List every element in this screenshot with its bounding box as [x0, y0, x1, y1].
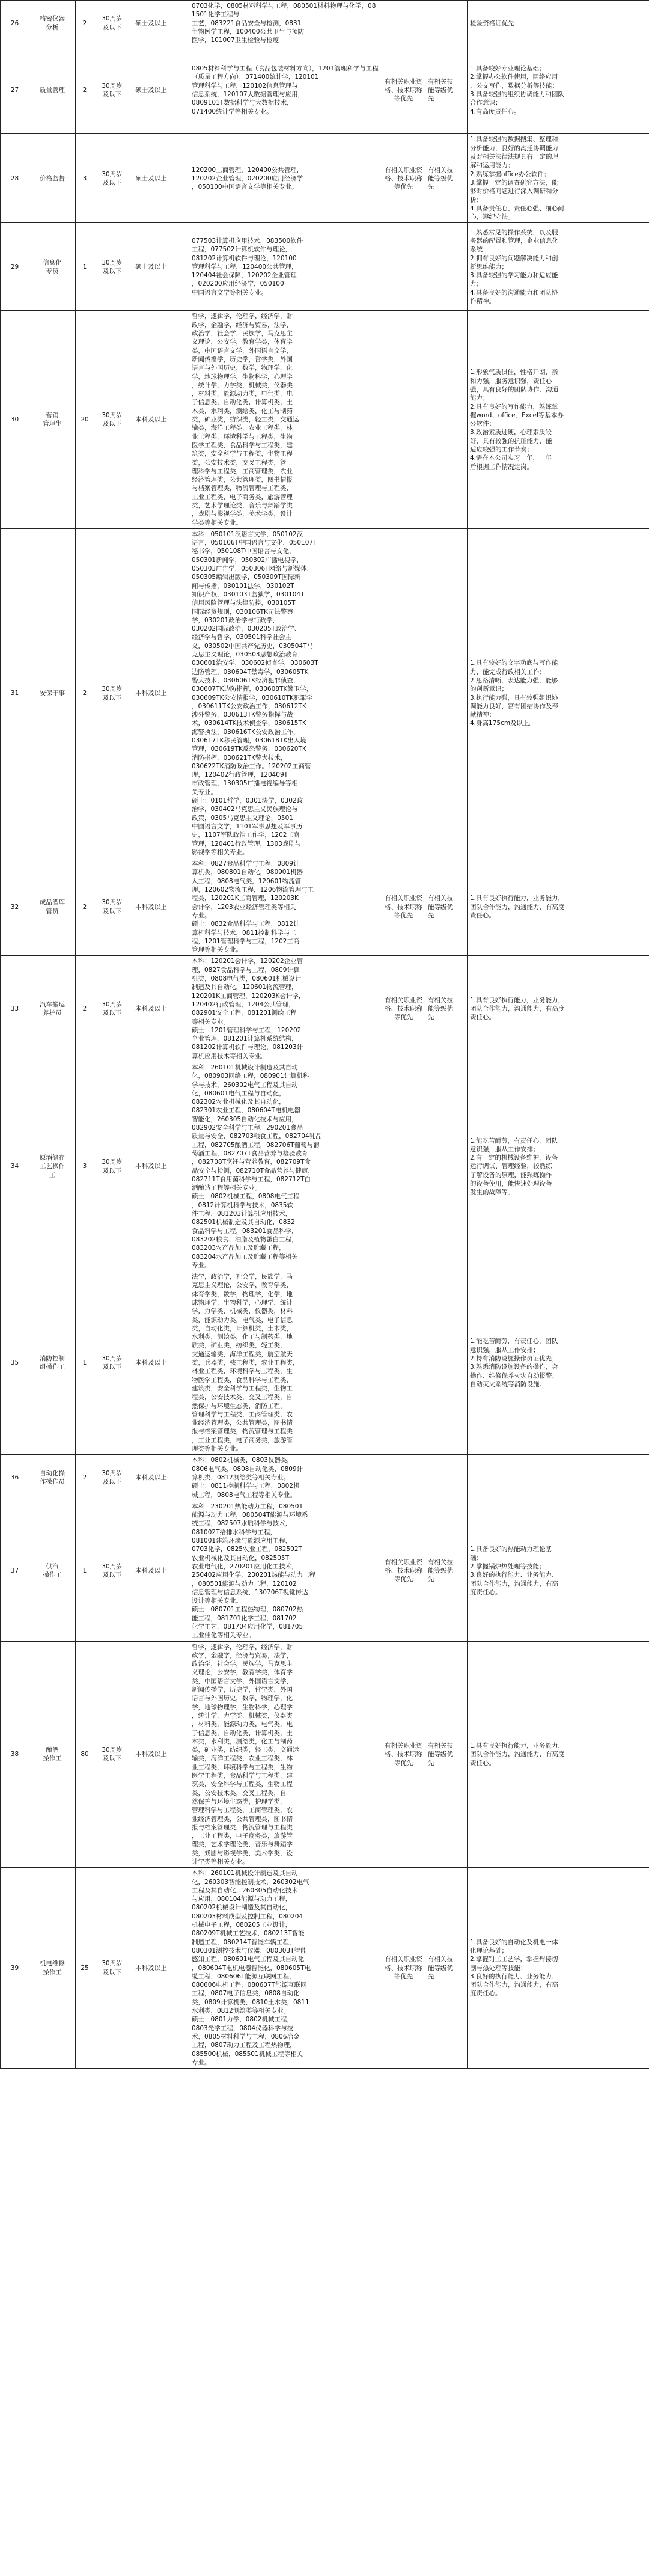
- job-requirements-cell: [468, 1271, 649, 1455]
- job-requirements: 1.熟悉常见的操作系统，以及服 务器的配置和管理，企业信息化 系统； 2.拥有良好的问题解决能力和创 新思维能力； 3.具备较强的学习能力和适应能 力； 4.具备良好的沟通能力和团队协 作精神。: [470, 228, 558, 305]
- headcount: 2: [82, 690, 87, 697]
- education-requirement: 本科及以上: [135, 416, 167, 424]
- major-requirement-cell: [189, 528, 382, 858]
- job-requirements: 检验资格证优先: [470, 19, 514, 27]
- education-requirement-cell: [130, 1868, 172, 2069]
- major-requirement: 0805材料科学与工程（食品包装材料方向），1201管理科学与工程（质量工程方向），071400统计学，120101 管理科学与工程，120102信息管理与 信息系统，120107大数据管理与应用， 0809101T数据科学与大数据技术， 071400统计学等相关专业。: [192, 65, 379, 115]
- school-requirement-cell: [172, 311, 189, 528]
- education-requirement: 本科及以上: [135, 1473, 167, 1481]
- school-requirement-cell: [172, 1501, 189, 1641]
- row-number: 28: [10, 174, 19, 182]
- headcount: 20: [81, 416, 89, 424]
- age-requirement: 30周岁 及以下: [102, 170, 123, 186]
- row-number: 31: [10, 690, 19, 697]
- education-requirement-cell: [130, 134, 172, 223]
- row-number: 26: [10, 19, 19, 27]
- skill-priority-cell: [425, 311, 468, 528]
- qualification-priority-cell: [382, 1271, 425, 1455]
- row-number: 38: [10, 1751, 19, 1758]
- major-requirement-cell: [189, 46, 382, 134]
- row-number-cell: [1, 1501, 29, 1641]
- education-requirement: 硕士及以上: [135, 263, 167, 271]
- position-name-cell: [29, 1501, 76, 1641]
- row-number: 37: [10, 1567, 19, 1575]
- headcount-cell: [76, 311, 94, 528]
- row-number-cell: [1, 1, 29, 46]
- school-requirement-cell: [172, 858, 189, 956]
- skill-priority-cell: [425, 223, 468, 311]
- qualification-priority-cell: [382, 1868, 425, 2069]
- position-name: 价格监督: [40, 174, 65, 182]
- education-requirement: 硕士及以上: [135, 19, 167, 27]
- job-requirements-cell: [468, 956, 649, 1062]
- skill-priority-cell: [425, 528, 468, 858]
- age-requirement-cell: [94, 1868, 130, 2069]
- major-requirement-cell: [189, 1455, 382, 1501]
- major-requirement-cell: [189, 858, 382, 956]
- qualification-priority: 有相关职业资格、技术职称等优先: [385, 1558, 422, 1583]
- age-requirement-cell: [94, 1062, 130, 1271]
- education-requirement-cell: [130, 528, 172, 858]
- age-requirement-cell: [94, 956, 130, 1062]
- job-requirements: 1.具有良好执行能力，业务能力， 团队合作能力，沟通能力，有高度 责任心。: [470, 1742, 565, 1767]
- age-requirement-cell: [94, 223, 130, 311]
- education-requirement-cell: [130, 858, 172, 956]
- position-name: 酿酒 操作工: [43, 1746, 62, 1763]
- school-requirement-cell: [172, 1641, 189, 1868]
- skill-priority-cell: [425, 1501, 468, 1641]
- headcount: 25: [81, 1964, 89, 1972]
- row-number-cell: [1, 1062, 29, 1271]
- major-requirement: 本科：120201会计学，120202企业管 理，0827食品科学与工程，0809计算 机类，0808电气类，080601机械设计 制造及其自动化，120601物流管理， 120201K工商管理，120203K会计学， 120402行政管理，1204公共管理， 082901安全工程，081201测绘工程 等相关专业。 硕士：1201管理科学与工程，120202 企业管理，081201计算机系统结构， 081202计算机软件与理论，081203计 算机应用技术等相关专业。: [192, 958, 305, 1060]
- job-requirements-cell: [468, 1455, 649, 1501]
- major-requirement: 哲学，逻辑学，伦理学，经济学，财 政学，金融学，经济与贸易，法学， 政治学，社会学，民族学，马克思主 义理论，公安学，教育学类，体育学 类，中国语言文学，外国语言文学， 新闻传播学，历史学，哲学类，外国 语言与外国历史，数学，物理学，化 学，地球物理学，生物科学，心理学 ，统计学，力学类，机械类，仪器类 ，材料类，能源动力类，电气类，电 子信息类，自动化类，计算机类，土 木类，水利类，测绘类，化工与制药 类，矿业类，纺织类，轻工类，交通运 输类，海洋工程类，农业工程类，林 业工程类，环境科学与工程类，生物 医学工程类，食品科学与工程类，建 筑类，安全科学与工程类，生物工程 类，公安技术类，交叉工程类，管 理科学与工程类，工商管理类，农业 经济管理类，公共管理类，图书情报 与档案管理类，物流管理与工程类， 工业工程类，电子商务类，旅游管理 类，艺术学理论类，音乐与舞蹈学类 ，戏剧与影视学类，美术学类，设计 学类等相关专业。: [192, 313, 299, 527]
- row-number-cell: [1, 956, 29, 1062]
- headcount: 80: [81, 1751, 89, 1758]
- position-name-cell: [29, 1455, 76, 1501]
- headcount: 3: [82, 1163, 87, 1170]
- qualification-priority-cell: [382, 858, 425, 956]
- age-requirement: 30周岁 及以下: [102, 1746, 123, 1763]
- headcount: 2: [82, 19, 87, 27]
- education-requirement-cell: [130, 1455, 172, 1501]
- headcount-cell: [76, 1271, 94, 1455]
- age-requirement: 30周岁 及以下: [102, 411, 123, 428]
- qualification-priority: 有相关职业资格、技术职称等优先: [385, 166, 422, 191]
- table-body: [1, 1, 649, 2069]
- skill-priority: 有相关技 能等级优 先: [428, 78, 453, 103]
- job-requirements: 1.能吃苦耐劳，有责任心，团队 意识强，服从工作安排； 2.持有消防设施操作员证优先； 3.熟悉消防设施设备的操作，会 操作、维修保养火灾自动报警、 自动灭火系统等消防设施。: [470, 1338, 558, 1388]
- headcount-cell: [76, 1501, 94, 1641]
- skill-priority: 有相关技 能等级优 先: [428, 166, 453, 191]
- qualification-priority-cell: [382, 311, 425, 528]
- education-requirement: 硕士及以上: [135, 174, 167, 182]
- education-requirement-cell: [130, 311, 172, 528]
- row-number-cell: [1, 223, 29, 311]
- qualification-priority-cell: [382, 1641, 425, 1868]
- school-requirement-cell: [172, 528, 189, 858]
- row-number-cell: [1, 311, 29, 528]
- age-requirement: 30周岁 及以下: [102, 1469, 123, 1486]
- skill-priority-cell: [425, 1, 468, 46]
- row-number: 34: [10, 1163, 19, 1170]
- major-requirement-cell: [189, 311, 382, 528]
- qualification-priority: 有相关职业资格、技术职称等优先: [385, 78, 422, 103]
- qualification-priority: 有相关职业资格、技术职称等优先: [385, 1956, 422, 1980]
- qualification-priority: 有相关职业资格、技术职称等优先: [385, 895, 422, 919]
- headcount: 2: [82, 903, 87, 911]
- skill-priority: 有相关技 能等级优 先: [428, 1558, 453, 1583]
- skill-priority-cell: [425, 1271, 468, 1455]
- position-name: 成品酒库 管员: [40, 899, 65, 915]
- table-row: [1, 1455, 649, 1501]
- job-requirements: 1.具有较好的文字功底与写作能 力，能完成行政相关工作； 2.思路清晰，表达能力强，能够 的创新意识； 3.执行能力强，具有较强组织协 调能力良好，富有团结协作及奉 献精神； 4.身高175cm及以上。: [470, 659, 558, 727]
- headcount-cell: [76, 1641, 94, 1868]
- headcount-cell: [76, 223, 94, 311]
- headcount-cell: [76, 1, 94, 46]
- row-number: 29: [10, 263, 19, 271]
- age-requirement-cell: [94, 858, 130, 956]
- row-number-cell: [1, 858, 29, 956]
- age-requirement: 30周岁 及以下: [102, 685, 123, 702]
- job-requirements: 1.具有良好执行能力，业务能力， 团队合作能力，沟通能力，有高度 责任心。: [470, 996, 565, 1021]
- headcount: 3: [82, 174, 87, 182]
- headcount-cell: [76, 528, 94, 858]
- major-requirement-cell: [189, 1, 382, 46]
- school-requirement-cell: [172, 1, 189, 46]
- headcount: 2: [82, 1473, 87, 1481]
- major-requirement-cell: [189, 134, 382, 223]
- position-name-cell: [29, 1062, 76, 1271]
- job-requirements: 1.具有良好执行能力，业务能力， 团队合作能力，沟通能力，有高度 责任心。: [470, 895, 565, 919]
- major-requirement-cell: [189, 223, 382, 311]
- qualification-priority-cell: [382, 46, 425, 134]
- major-requirement: 本科：050101汉语言文学，050102汉 语言，050106T中国语言与文化，050107T 秘书学，050108T中国语言与文化， 050301新闻学，050302广播电视学， 050303广告学，050306T网络与新媒体， 050305编辑出版学，050309T国际新 闻与传播，030101法学，030102T 知识产权，030103T监狱学，030104T 信用风险管理与法律防控，030105T 国际经贸规则，030106TK司法警察 学，030201政治学与行政学， 030202国际政治，030205T政治学、 经济学与哲学，030501科学社会主 义，030502中国共产党历史，030504T马 克思主义理论，030503思想政治教育， 030601治安学，030602侦查学，030603T 边防管理，030604T禁毒学，030605TK 警犬技术，030606TK经济犯罪侦查， 030607TK边防指挥，030608TK警卫学， 030609TK公安情报学，030610TK犯罪学 ，030611TK公安政治工作，030612TK 涉外警务，030613TK警务指挥与战 术，030614TK技术侦查学，030615TK 海警执法，030616TK公安政治工作， 030617TK移民管理，030618TK出入境 管理，030619TK反恐警务，030620TK 消防指挥，030621TK警犬技术， 030622TK消防政治工作。120202工商管 理，120402行政管理，120409T 市政管理，130305广播电视编导等相 关专业。 硕士：0101哲学，0301法学，0302政 治学，030402马克思主义民族理论与 政策，0305马克思主义理论，0501 中国语言文学，1101军事思想及军事历 史，1107军队政治工作学，1202工商 管理，120401行政管理，1303戏剧与 影视学等相关专业。: [192, 530, 318, 856]
- education-requirement-cell: [130, 1, 172, 46]
- headcount-cell: [76, 956, 94, 1062]
- table-row: [1, 46, 649, 134]
- position-name: 自动化操 作操作员: [40, 1469, 65, 1486]
- age-requirement-cell: [94, 1, 130, 46]
- major-requirement-cell: [189, 1062, 382, 1271]
- row-number: 36: [10, 1473, 19, 1481]
- education-requirement-cell: [130, 46, 172, 134]
- major-requirement: 077503计算机应用技术，083500软件 工程，077502计算机软件与理论， 081202计算机软件与理论，120100 管理科学与工程，120400公共管理， 120404社会保障，120202企业管理 ，020200应用经济学，050100 中国语言文学等相关专业。: [192, 237, 303, 296]
- major-requirement-cell: [189, 1641, 382, 1868]
- age-requirement: 30周岁 及以下: [102, 1960, 123, 1976]
- age-requirement: 30周岁 及以下: [102, 1562, 123, 1579]
- table-row: [1, 858, 649, 956]
- education-requirement-cell: [130, 1271, 172, 1455]
- qualification-priority-cell: [382, 1062, 425, 1271]
- major-requirement: 本科：0802机械类，0803仪器类， 0806电气类，0808自动化类，0809计 算机类，0812测绘类等相关专业。 硕士：0811控制科学与工程，0802机 械工程，0808电气工程等相关专业。: [192, 1457, 303, 1499]
- table-row: [1, 1641, 649, 1868]
- major-requirement: 法学，政治学，社会学，民族学，马 克思主义理论，公安学，教育学类， 体育学类，数学，物理学，化学，地 球物理学，生物科学，心理学，统计 学，力学类，机械类，仪器类，材料 类，能源动力类，电气类，电子信息 类，自动化类，计算机类，土木类， 水利类，测绘类，化工与制药类，地 质类，矿业类，纺织类，轻工类， 交通运输类，海洋工程类，航空航天 类，兵器类，核工程类，农业工程类， 林业工程类，环境科学与工程类，生 物医学工程类，食品科学与工程类， 建筑类，安全科学与工程类，生物工 程类，公安技术类，交叉工程类，自 然保护与环境生态类，消防工程， 管理科学与工程类，工商管理类，农 业经济管理类，公共管理类，图书情 报与档案管理类，物流管理与工程类 ，工业工程类，电子商务类，旅游管 理类等相关专业。: [192, 1273, 299, 1453]
- major-requirement-cell: [189, 1271, 382, 1455]
- skill-priority: 有相关技 能等级优 先: [428, 996, 453, 1021]
- age-requirement-cell: [94, 1271, 130, 1455]
- education-requirement-cell: [130, 956, 172, 1062]
- age-requirement-cell: [94, 1501, 130, 1641]
- row-number-cell: [1, 1455, 29, 1501]
- position-name: 供汽 操作工: [43, 1562, 62, 1579]
- major-requirement: 120200工商管理，120400公共管理， 120202企业管理，020200应用经济学 ，050100中国语言文学等相关专业。: [192, 166, 303, 191]
- age-requirement: 30周岁 及以下: [102, 1000, 123, 1017]
- table-row: [1, 134, 649, 223]
- position-name: 机电维修 操作工: [40, 1960, 65, 1976]
- age-requirement: 30周岁 及以下: [102, 1354, 123, 1371]
- table-row: [1, 1271, 649, 1455]
- age-requirement: 30周岁 及以下: [102, 15, 123, 31]
- row-number-cell: [1, 1641, 29, 1868]
- headcount-cell: [76, 46, 94, 134]
- position-name: 消防控制 组操作工: [40, 1354, 65, 1371]
- education-requirement: 本科及以上: [135, 1163, 167, 1170]
- qualification-priority-cell: [382, 223, 425, 311]
- row-number: 32: [10, 903, 19, 911]
- position-name-cell: [29, 311, 76, 528]
- position-name: 精密仪器 分析: [40, 15, 65, 31]
- education-requirement: 本科及以上: [135, 1005, 167, 1013]
- job-requirements: 1.具备良好的自动化及机电一体 化理论基础； 2.掌握钳工工艺学，掌握焊接切 割与热处理等技能； 3.良好的执行能力、业务能力、 团队合作能力，沟通能力，有高 度责任心。: [470, 1938, 558, 1998]
- qualification-priority-cell: [382, 1455, 425, 1501]
- headcount-cell: [76, 1062, 94, 1271]
- job-requirements-cell: [468, 1501, 649, 1641]
- skill-priority: 有相关技 能等级优 先: [428, 895, 453, 919]
- job-requirements-cell: [468, 528, 649, 858]
- education-requirement: 本科及以上: [135, 1359, 167, 1367]
- table-row: [1, 1, 649, 46]
- position-name-cell: [29, 858, 76, 956]
- table-row: [1, 528, 649, 858]
- school-requirement-cell: [172, 46, 189, 134]
- position-name-cell: [29, 1271, 76, 1455]
- education-requirement-cell: [130, 1641, 172, 1868]
- education-requirement-cell: [130, 1501, 172, 1641]
- headcount-cell: [76, 1868, 94, 2069]
- major-requirement-cell: [189, 956, 382, 1062]
- education-requirement: 本科及以上: [135, 903, 167, 911]
- table-row: [1, 1868, 649, 2069]
- school-requirement-cell: [172, 1271, 189, 1455]
- major-requirement-cell: [189, 1868, 382, 2069]
- job-requirements-cell: [468, 1062, 649, 1271]
- education-requirement: 硕士及以上: [135, 86, 167, 94]
- education-requirement: 本科及以上: [135, 1964, 167, 1972]
- headcount: 1: [82, 1359, 87, 1367]
- education-requirement: 本科及以上: [135, 690, 167, 697]
- skill-priority-cell: [425, 134, 468, 223]
- job-requirements-cell: [468, 1868, 649, 2069]
- table-row: [1, 956, 649, 1062]
- qualification-priority-cell: [382, 956, 425, 1062]
- position-name-cell: [29, 223, 76, 311]
- major-requirement: 哲学，逻辑学，伦理学，经济学，财 政学，金融学，经济与贸易，法学， 政治学，社会学，民族学，马克思主 义理论，公安学，教育学类，体育学 类，中国语言文学，外国语言文学， 新闻传播学，历史学，哲学类，外国 语言与外国历史，数学，物理学，化 学，地球物理学，生物科学，心理学 ，统计学，力学类，机械类，仪器类 ，材料类，能源动力类，电气类，电 子信息类，自动化类，计算机类，土 木类，水利类，测绘类，化工与制药 类，矿业类，纺织类，轻工类，交通运 输类，海洋工程类，农业工程类，林 业工程类，环境科学与工程类，生物 医学工程类，食品科学与工程类，建 筑类，安全科学与工程类，生物工程 类，公安技术类，交叉工程类，自 然保护与环境生态类，护理学类， 管理科学与工程类，工商管理类，农 业经济管理类，公共管理类，图书情 报与档案管理类，物流管理与工程类 ，工业工程类，电子商务类，旅游管 理类，艺术学理论类，音乐与舞蹈学 类，戏剧与影视学类，美术学类，设 计学类等相关专业。: [192, 1643, 299, 1865]
- row-number-cell: [1, 46, 29, 134]
- age-requirement: 30周岁 及以下: [102, 1158, 123, 1175]
- row-number-cell: [1, 1868, 29, 2069]
- headcount: 1: [82, 1567, 87, 1575]
- headcount: 2: [82, 1005, 87, 1013]
- qualification-priority-cell: [382, 134, 425, 223]
- position-name: 安保干事: [40, 690, 65, 697]
- school-requirement-cell: [172, 1062, 189, 1271]
- table-row: [1, 1501, 649, 1641]
- position-name-cell: [29, 956, 76, 1062]
- skill-priority-cell: [425, 858, 468, 956]
- position-name-cell: [29, 1, 76, 46]
- row-number: 27: [10, 86, 19, 94]
- major-requirement: 本科：260101机械设计制造及其自动 化，080903网络工程，080901计算机科 学与技术，260302电气工程及其自动 化，080601电气工程与自动化， 082302农业机械化及其自动化， 082301农业工程，080604T电机电器 智能化，260305自动化技术与应用， 082902安全科学与工程，290201食品 质量与安全，082703粮食工程，082704乳品 工程，082705酿酒工程，082706T葡萄与葡 萄酒工程，082707T食品营养与检验教育 ，082708T烹饪与营养教育，082709T食 品安全与检测，082710T食品营养与健康， 082711T食用菌科学与工程，082712T白 酒酿造工程等相关专业。 硕士：0802机械工程，0808电气工程 ，0812计算机科学与技术，0835软 件工程，081203计算机应用技术， 082501机械制造及其自动化，0832 食品科学与工程，083201食品科学， 083202粮食、油脂及植物蛋白工程， 083203农产品加工及贮藏工程， 083204水产品加工及贮藏工程等相关 专业。: [192, 1063, 322, 1269]
- position-name: 质量管理: [40, 86, 65, 94]
- headcount: 1: [82, 263, 87, 271]
- headcount-cell: [76, 858, 94, 956]
- education-requirement: 本科及以上: [135, 1567, 167, 1575]
- major-requirement: 0703化学，0805材料科学与工程，080501材料物理与化学，081501化学工程与 工艺，083221食品安全与检测，0831 生物医学工程，100400公共卫生与预防 医学，101007卫生检验与检疫: [192, 2, 376, 44]
- job-requirements-cell: [468, 858, 649, 956]
- table-row: [1, 311, 649, 528]
- table-row: [1, 223, 649, 311]
- skill-priority-cell: [425, 956, 468, 1062]
- age-requirement-cell: [94, 134, 130, 223]
- position-name-cell: [29, 1641, 76, 1868]
- skill-priority-cell: [425, 1641, 468, 1868]
- job-requirements: 1.具备良好的热能动力理论基 础； 2.掌握锅炉热处理等技能； 3.良好的执行能力、业务能力、 团队合作能力，沟通能力，有高 度责任心。: [470, 1546, 558, 1596]
- position-name: 原酒储存 工艺操作 工: [40, 1154, 65, 1179]
- education-requirement-cell: [130, 1062, 172, 1271]
- major-requirement: 本科：260101机械设计制造及其自动 化，260303智能控制技术，260302电气 工程及其自动化，260305自动化技术 与应用，080104能源与动力工程， 080202机械设计制造及其自动化， 080203材料成型及控制工程，080204 机械电子工程，080205工业设计， 080209T机械工艺技术，080213T智能 制造工程，080214T智能车辆工程， 080301测控技术与仪器，080303T智能 感知工程，080601电气工程及其自动化 ，080604T电机电器智能化，080605T电 缆工程，080606T能源互联网工程， 080606电机工程，080607T能源互联网 工程，0807电子信息类，0808自动化 类，0809计算机类，0810土木类，0811 水利类，0812测绘类等相关专业。 硕士：0801力学，0802机械工程， 0803光学工程，0804仪器科学与技 术，0805材料科学与工程，0806冶金 工程，0807动力工程及工程热物理， 085500机械，085501机械工程等相关 专业。: [192, 1870, 311, 2066]
- school-requirement-cell: [172, 223, 189, 311]
- major-requirement: 本科：230201热能动力工程，080501 能源与动力工程，080504T能源与环境系 统工程，082507水质科学与技术， 081002T给排水科学与工程， 081001建筑环境与能源应用工程， 0703化学，0825农业工程，082502T 农业机械化及其自动化，082505T 农业电气化，270201应用化工技术， 250402应用化学，230201热能与动力工程 ，080501能源与动力工程，120102 信息管理与信息系统，130706T视觉传达 设计等相关专业。 硕士：080701工程热物理，080702热 能工程，081701化学工程，081702 化学工艺，081704应用化学，081705 工业催化等相关专业。: [192, 1502, 316, 1639]
- age-requirement: 30周岁 及以下: [102, 899, 123, 915]
- position-name-cell: [29, 528, 76, 858]
- education-requirement-cell: [130, 223, 172, 311]
- row-number: 33: [10, 1005, 19, 1013]
- position-name-cell: [29, 1868, 76, 2069]
- school-requirement-cell: [172, 956, 189, 1062]
- position-name-cell: [29, 46, 76, 134]
- job-requirements-cell: [468, 1, 649, 46]
- position-name: 营销 管理生: [43, 411, 62, 428]
- skill-priority-cell: [425, 1062, 468, 1271]
- job-requirements-cell: [468, 46, 649, 134]
- age-requirement-cell: [94, 1455, 130, 1501]
- school-requirement-cell: [172, 1455, 189, 1501]
- headcount-cell: [76, 1455, 94, 1501]
- age-requirement: 30周岁 及以下: [102, 82, 123, 98]
- qualification-priority-cell: [382, 1, 425, 46]
- row-number-cell: [1, 134, 29, 223]
- position-name: 信息化 专员: [43, 259, 62, 275]
- position-name-cell: [29, 134, 76, 223]
- school-requirement-cell: [172, 134, 189, 223]
- row-number: 35: [10, 1359, 19, 1367]
- age-requirement-cell: [94, 1641, 130, 1868]
- age-requirement-cell: [94, 311, 130, 528]
- headcount-cell: [76, 134, 94, 223]
- skill-priority: 有相关技 能等级优 先: [428, 1742, 453, 1767]
- qualification-priority-cell: [382, 528, 425, 858]
- job-requirements-cell: [468, 311, 649, 528]
- job-requirements: 1.具备较好专业理论基础； 2.掌握办公软件使用，网络应用 、公文写作，数据分析等技能； 3.具备较强的组织协调能力和团队 合作意识； 4.有高度责任心。: [470, 65, 565, 115]
- skill-priority-cell: [425, 1455, 468, 1501]
- job-requirements-cell: [468, 134, 649, 223]
- qualification-priority: 有相关职业资格、技术职称等优先: [385, 996, 422, 1021]
- major-requirement: 本科：0827食品科学与工程，0809计 算机类，080801自动化，080901机器 人工程，0808电气类，120601物流管 理，120602物流工程，1206物流管理与工 程类，120201K工商管理，120203K 会计学，1203农业经济管理类等相关 专业。 硕士：0832食品科学与工程，0812计 算机科学与技术，0811控制科学与工 程，1201管理科学与工程，1202工商 管理等相关专业。: [192, 860, 314, 954]
- school-requirement-cell: [172, 1868, 189, 2069]
- position-name: 汽车搬运 养护员: [40, 1000, 65, 1017]
- major-requirement-cell: [189, 1501, 382, 1641]
- age-requirement-cell: [94, 46, 130, 134]
- table-row: [1, 1062, 649, 1271]
- qualification-priority: 有相关职业资格、技术职称等优先: [385, 1742, 422, 1767]
- skill-priority-cell: [425, 1868, 468, 2069]
- row-number-cell: [1, 1271, 29, 1455]
- row-number: 39: [10, 1964, 19, 1972]
- age-requirement-cell: [94, 528, 130, 858]
- job-requirements-cell: [468, 1641, 649, 1868]
- job-requirements: 1.形象气质俱佳，性格开朗，亲 和力强，服务意识强，责任心 强，具有良好的团队协作、沟通 能力； 2.具有良好的写作能力，熟练掌 握word、office、Excel等基本办 公软件； 3.政治素质过硬，心理素质较 好，具有较强的抗压能力，能 适应较强的工作节奏； 4.需在本公司实习一年，一年 后根据工作情况定岗。: [470, 369, 564, 471]
- skill-priority: 有相关技 能等级优 先: [428, 1956, 453, 1980]
- headcount: 2: [82, 86, 87, 94]
- job-requirements: 1.具备较强的数据搜集、整理和 分析能力，良好的沟通协调能力 及对相关法律法规具有一定的理 解和运用能力； 2.熟练掌握office办公软件； 3.掌握一定的调查研究方法，能 够对价格问题进行深入调研和分 析； 4.具备责任心、责任心强、细心耐 心，遵纪守法。: [470, 136, 565, 221]
- job-requirements-cell: [468, 223, 649, 311]
- row-number-cell: [1, 528, 29, 858]
- qualification-priority-cell: [382, 1501, 425, 1641]
- education-requirement: 本科及以上: [135, 1751, 167, 1758]
- row-number: 30: [10, 416, 19, 424]
- age-requirement: 30周岁 及以下: [102, 259, 123, 275]
- skill-priority-cell: [425, 46, 468, 134]
- job-requirements: 1.能吃苦耐劳，有责任心，团队 意识强，服从工作安排； 2.有一定的机械设备维护，设备 运行调试、管理经验，较熟练 了解设备的原理，能熟练操作 的设备使用，能快速处理设备 发生的故障等。: [470, 1137, 558, 1196]
